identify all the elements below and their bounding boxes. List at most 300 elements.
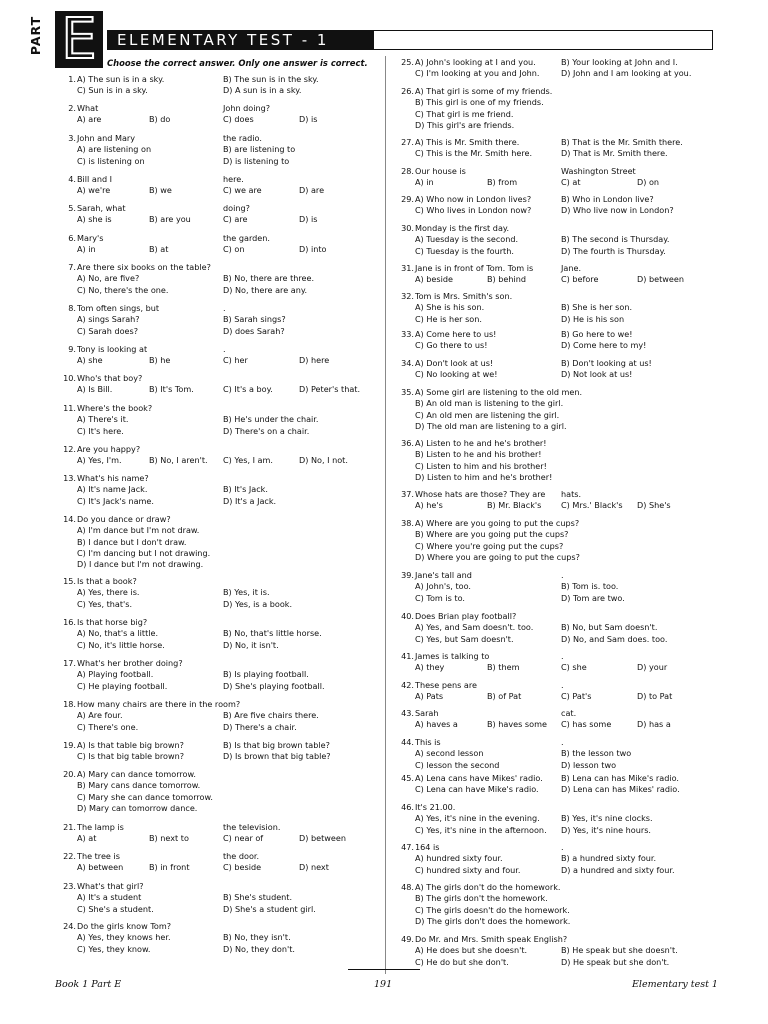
answer-option: A) He does but she doesn't. [415, 945, 528, 956]
question-text: What's his name? [77, 473, 149, 483]
question-number: 8. [68, 303, 76, 313]
answer-option: D) between [299, 833, 346, 844]
answer-option: D) next [299, 862, 329, 873]
question-number: 23. [63, 881, 76, 891]
answer-option: B) Mary cans dance tomorrow. [77, 780, 201, 791]
answer-option: A) in [415, 177, 434, 188]
answer-option: C) Go there to us! [415, 340, 488, 351]
answer-option: D) into [299, 244, 327, 255]
answer-option: D) Peter's that. [299, 384, 361, 395]
answer-option: C) does [223, 114, 254, 125]
question-number: 3. [68, 133, 76, 143]
answer-option: B) Is that big brown table? [223, 740, 330, 750]
answer-option: A) Tuesday is the second. [415, 234, 519, 245]
part-label-text: PART [28, 15, 44, 56]
answer-option: C) It's Jack's name. [77, 495, 154, 506]
answer-option: C) hundred sixty and four. [415, 864, 521, 875]
question-number: 45. [401, 773, 414, 783]
question-text: Sarah [415, 708, 439, 718]
answer-option: D) Come here to my! [561, 340, 647, 351]
answer-option: B) The second is Thursday. [561, 234, 670, 245]
answer-option: B) at [149, 244, 169, 255]
question-text: . [561, 651, 564, 661]
answer-option: D) No, there are any. [223, 284, 308, 295]
question-number: 14. [63, 514, 76, 524]
answer-option: D) has a [637, 719, 671, 730]
question-text: What's that girl? [77, 881, 144, 891]
answer-option: C) Yes, it's nine in the afternoon. [415, 824, 547, 835]
answer-option: A) haves a [415, 719, 458, 730]
answer-option: A) are [77, 114, 102, 125]
answer-option: A) Yes, they knows her. [77, 932, 171, 943]
question-number: 46. [401, 802, 414, 812]
question-number: 39. [401, 570, 414, 580]
question-number: 33. [401, 329, 414, 339]
answer-option: C) Who lives in London now? [415, 205, 532, 216]
question-text: Are there six books on the table? [77, 262, 211, 272]
question-text: Washington Street [561, 166, 636, 176]
part-letter: E [61, 7, 97, 72]
answer-option: D) He is his son [561, 313, 625, 324]
question-text: Where's the book? [77, 403, 153, 413]
answer-option: C) He do but she don't. [415, 956, 509, 967]
answer-option: B) next to [149, 833, 189, 844]
answer-option: A) Don't look at us! [415, 358, 494, 368]
answer-option: A) Lena cans have Mikes' radio. [415, 773, 543, 783]
answer-option: B) I dance but I don't draw. [77, 536, 187, 547]
answer-option: B) It's Tom. [149, 384, 194, 395]
answer-option: D) No, I not. [299, 455, 348, 466]
question-text: the television. [223, 822, 281, 832]
answer-option: C) Yes, that's. [77, 598, 133, 609]
question-text: Jane. [561, 263, 582, 273]
answer-option: C) are [223, 214, 248, 225]
answer-option: B) It's Jack. [223, 484, 268, 495]
question-number: 5. [68, 203, 76, 213]
answer-option: B) Are five chairs there. [223, 710, 319, 721]
answer-option: D) are [299, 185, 325, 196]
question-text: Is that horse big? [77, 617, 148, 627]
answer-option: A) The sun is in a sky. [77, 74, 165, 84]
answer-option: A) It's name Jack. [77, 484, 148, 495]
answer-option: C) She's a student. [77, 903, 154, 914]
answer-option: B) No, there are three. [223, 273, 315, 284]
answer-option: C) Listen to him and his brother! [415, 460, 547, 471]
question-text: Do you dance or draw? [77, 514, 171, 524]
question-number: 12. [63, 444, 76, 454]
answer-option: D) No, it isn't. [223, 639, 279, 650]
question-text: cat. [561, 708, 577, 718]
answer-option: B) are you [149, 214, 191, 225]
answer-option: D) A sun is in a sky. [223, 85, 302, 96]
question-number: 7. [68, 262, 76, 272]
answer-option: D) is [299, 214, 318, 225]
answer-option: C) No looking at we! [415, 369, 498, 380]
question-number: 47. [401, 842, 414, 852]
answer-option: D) The old man are listening to a girl. [415, 420, 567, 431]
question-text: The tree is [77, 851, 120, 861]
answer-option: D) lesson two [561, 759, 617, 770]
answer-option: B) That is the Mr. Smith there. [561, 137, 683, 147]
question-text: hats. [561, 489, 582, 499]
answer-option: C) Where you're going put the cups? [415, 540, 564, 551]
part-label [30, 12, 52, 64]
answer-option: B) No, but Sam doesn't. [561, 622, 658, 633]
answer-option: D) between [637, 274, 684, 285]
answer-option: C) Sun is in a sky. [77, 85, 148, 96]
answer-option: A) are listening on [77, 144, 152, 155]
question-number: 49. [401, 934, 414, 944]
question-number: 36. [401, 438, 414, 448]
question-number: 29. [401, 194, 414, 204]
answer-option: A) second lesson [415, 748, 484, 759]
answer-option: B) Lena can has Mike's radio. [561, 773, 679, 783]
question-text: What [77, 103, 99, 113]
question-number: 19. [63, 740, 76, 750]
answer-option: A) John's looking at I and you. [415, 57, 536, 67]
question-text: Does Brian play football? [415, 611, 517, 621]
answer-option: C) beside [223, 862, 262, 873]
answer-option: C) He is her son. [415, 313, 482, 324]
question-text: John and Mary [77, 133, 136, 143]
answer-option: B) Your looking at John and I. [561, 57, 678, 67]
page-number: 191 [374, 979, 393, 990]
answer-option: C) I'm looking at you and John. [415, 68, 540, 79]
question-text: Is that a book? [77, 576, 137, 586]
question-number: 21. [63, 822, 76, 832]
footer-rule [348, 969, 420, 970]
question-text: the garden. [223, 233, 270, 243]
answer-option: A) he's [415, 500, 443, 511]
answer-option: B) Go here to we! [561, 329, 633, 339]
question-text: . [223, 303, 226, 313]
question-text: What's her brother doing? [77, 658, 183, 668]
instructions: Choose the correct answer. Only one answer is correct. [107, 58, 368, 68]
answer-option: D) on [637, 177, 660, 188]
answer-option: B) An old man is listening to the girl. [415, 398, 564, 409]
answer-option: A) Yes, and Sam doesn't. too. [415, 622, 534, 633]
title-bar-outline [373, 30, 713, 50]
answer-option: D) This girl's are friends. [415, 119, 515, 130]
answer-option: D) There's on a chair. [223, 425, 310, 436]
question-text: Sarah, what [77, 203, 126, 213]
answer-option: B) behind [487, 274, 527, 285]
part-letter-box [55, 7, 103, 72]
answer-option: C) Tom is to. [415, 592, 465, 603]
question-text: Jane is in front of Tom. Tom is [415, 263, 534, 273]
question-text: Tom is Mrs. Smith's son. [415, 291, 513, 301]
answer-option: C) Lena can have Mike's radio. [415, 784, 539, 795]
answer-option: A) at [77, 833, 97, 844]
question-number: 24. [63, 921, 76, 931]
answer-option: B) of Pat [487, 691, 522, 702]
answer-option: B) Don't looking at us! [561, 358, 652, 368]
answer-option: B) He speak but she doesn't. [561, 945, 678, 956]
question-number: 43. [401, 708, 414, 718]
question-number: 42. [401, 680, 414, 690]
question-number: 41. [401, 651, 414, 661]
answer-option: D) That is Mr. Smith there. [561, 148, 668, 159]
question-number: 25. [401, 57, 414, 67]
answer-option: A) she is [77, 214, 112, 225]
question-number: 2. [68, 103, 76, 113]
answer-option: B) She is her son. [561, 302, 633, 313]
answer-option: B) The girls don't the homework. [415, 893, 548, 904]
answer-option: A) Yes, there is. [77, 587, 140, 598]
answer-option: D) Is brown that big table? [223, 751, 331, 762]
question-number: 34. [401, 358, 414, 368]
question-text: Tom often sings, but [77, 303, 160, 313]
answer-option: D) Tom are two. [561, 592, 625, 603]
answer-option: C) There's one. [77, 721, 139, 732]
answer-option: B) Tom is. too. [561, 581, 619, 592]
question-text: 164 is [415, 842, 440, 852]
answer-option: C) This is the Mr. Smith here. [415, 148, 533, 159]
answer-option: D) does Sarah? [223, 325, 285, 336]
answer-option: C) Yes, but Sam doesn't. [415, 633, 514, 644]
question-text: Jane's tall and [415, 570, 472, 580]
answer-option: D) There's a chair. [223, 721, 297, 732]
question-number: 22. [63, 851, 76, 861]
answer-option: A) Is that table big brown? [77, 740, 184, 750]
answer-option: A) Pats [415, 691, 444, 702]
answer-option: C) The girls doesn't do the homework. [415, 904, 570, 915]
answer-option: B) we [149, 185, 172, 196]
answer-option: A) That girl is some of my friends. [415, 86, 553, 96]
answer-option: D) No, they don't. [223, 943, 295, 954]
answer-option: B) This girl is one of my friends. [415, 97, 544, 108]
answer-option: B) Mr. Black's [487, 500, 542, 511]
answer-option: B) Is playing football. [223, 669, 309, 680]
question-number: 30. [401, 223, 414, 233]
question-text: James is talking to [415, 651, 490, 661]
question-number: 13. [63, 473, 76, 483]
answer-option: C) No, there's the one. [77, 284, 169, 295]
answer-option: B) them [487, 662, 520, 673]
answer-option: B) are listening to [223, 144, 296, 155]
answer-option: D) Not look at us! [561, 369, 633, 380]
answer-option: A) Yes, I'm. [77, 455, 122, 466]
answer-option: D) I dance but I'm not drawing. [77, 559, 204, 570]
question-number: 1. [68, 74, 76, 84]
answer-option: B) haves some [487, 719, 547, 730]
answer-option: A) She is his son. [415, 302, 485, 313]
answer-option: C) has some [561, 719, 612, 730]
answer-option: C) He playing football. [77, 680, 168, 691]
answer-option: B) Sarah sings? [223, 314, 286, 325]
answer-option: C) her [223, 355, 248, 366]
answer-option: C) Yes, I am. [223, 455, 273, 466]
answer-option: B) Listen to he and his brother! [415, 449, 542, 460]
answer-option: C) An old men are listening the girl. [415, 409, 560, 420]
answer-option: C) at [561, 177, 581, 188]
question-text: Do the girls know Tom? [77, 921, 172, 931]
question-text: It's 21.00. [415, 802, 456, 812]
question-text: Whose hats are those? They are [415, 489, 546, 499]
footer-book-label: Book 1 Part E [55, 979, 122, 990]
answer-option: A) beside [415, 274, 453, 285]
answer-option: C) before [561, 274, 599, 285]
answer-option: B) the lesson two [561, 748, 632, 759]
question-number: 32. [401, 291, 414, 301]
answer-option: B) No, that's little horse. [223, 628, 322, 639]
answer-option: C) That girl is me friend. [415, 108, 514, 119]
answer-option: A) Is Bill. [77, 384, 113, 395]
answer-option: C) Sarah does? [77, 325, 139, 336]
answer-option: D) Mary can tomorrow dance. [77, 802, 198, 813]
answer-option: A) hundred sixty four. [415, 853, 503, 864]
answer-option: B) No, I aren't. [149, 455, 208, 466]
answer-option: C) Mary she can dance tomorrow. [77, 791, 213, 802]
answer-option: A) John's, too. [415, 581, 471, 592]
question-text: the radio. [223, 133, 262, 143]
answer-option: B) She's student. [223, 892, 293, 903]
answer-option: A) It's a student [77, 892, 142, 903]
answer-option: B) No, they isn't. [223, 932, 291, 943]
answer-option: A) she [77, 355, 103, 366]
question-text: This is [415, 737, 441, 747]
answer-option: A) No, are five? [77, 273, 140, 284]
answer-option: B) a hundred sixty four. [561, 853, 657, 864]
question-text: How many chairs are there in the room? [77, 699, 241, 709]
answer-option: B) The sun is in the sky. [223, 74, 319, 84]
question-text: doing? [223, 203, 250, 213]
question-text: the door. [223, 851, 260, 861]
answer-option: D) here [299, 355, 330, 366]
question-number: 31. [401, 263, 414, 273]
question-text: . [561, 570, 564, 580]
question-number: 18. [63, 699, 76, 709]
question-text: Who's that boy? [77, 373, 143, 383]
answer-option: D) John and I am looking at you. [561, 68, 692, 79]
question-text: Monday is the first day. [415, 223, 510, 233]
question-number: 15. [63, 576, 76, 586]
answer-option: A) Are four. [77, 710, 123, 721]
answer-option: C) lesson the second [415, 759, 500, 770]
question-number: 37. [401, 489, 414, 499]
answer-option: A) we're [77, 185, 111, 196]
answer-option: A) they [415, 662, 445, 673]
answer-option: A) Where are you going to put the cups? [415, 518, 580, 528]
answer-option: D) Lena can has Mikes' radio. [561, 784, 680, 795]
question-number: 48. [401, 882, 414, 892]
question-number: 35. [401, 387, 414, 397]
question-number: 38. [401, 518, 414, 528]
question-number: 16. [63, 617, 76, 627]
answer-option: B) in front [149, 862, 190, 873]
question-text: Tony is looking at [77, 344, 148, 354]
answer-option: C) Tuesday is the fourth. [415, 245, 514, 256]
answer-option: D) She's playing football. [223, 680, 325, 691]
answer-option: A) Listen to he and he's brother! [415, 438, 547, 448]
answer-option: D) It's a Jack. [223, 495, 277, 506]
answer-option: C) Is that big table brown? [77, 751, 185, 762]
question-number: 4. [68, 174, 76, 184]
answer-option: A) Yes, it's nine in the evening. [415, 813, 540, 824]
answer-option: C) she [561, 662, 587, 673]
column-divider [385, 56, 386, 974]
answer-option: B) Yes, it's nine clocks. [561, 813, 653, 824]
answer-option: B) Yes, it is. [223, 587, 270, 598]
answer-option: A) No, that's a little. [77, 628, 159, 639]
question-text: . [561, 737, 564, 747]
answer-option: D) The girls don't does the homework. [415, 915, 571, 926]
answer-option: C) Yes, they know. [77, 943, 151, 954]
answer-option: C) is listening on [77, 155, 145, 166]
answer-option: C) No, it's little horse. [77, 639, 165, 650]
answer-option: D) Yes, it's nine hours. [561, 824, 651, 835]
answer-option: C) we are [223, 185, 262, 196]
answer-option: B) Who in London live? [561, 194, 654, 204]
question-text: Mary's [77, 233, 104, 243]
answer-option: C) on [223, 244, 245, 255]
answer-option: C) near of [223, 833, 264, 844]
question-text: Our house is [415, 166, 466, 176]
question-number: 44. [401, 737, 414, 747]
answer-option: D) is [299, 114, 318, 125]
question-number: 27. [401, 137, 414, 147]
answer-option: D) She's [637, 500, 671, 511]
question-number: 9. [68, 344, 76, 354]
answer-option: D) to Pat [637, 691, 673, 702]
question-number: 17. [63, 658, 76, 668]
answer-option: A) This is Mr. Smith there. [415, 137, 520, 147]
question-number: 40. [401, 611, 414, 621]
answer-option: C) Pat's [561, 691, 592, 702]
answer-option: B) from [487, 177, 518, 188]
answer-option: D) a hundred and sixty four. [561, 864, 675, 875]
question-text: . [561, 842, 564, 852]
question-text: Are you happy? [77, 444, 141, 454]
question-text: . [561, 680, 564, 690]
test-title: ELEMENTARY TEST - 1 [107, 30, 373, 50]
answer-option: C) I'm dancing but I not drawing. [77, 547, 211, 558]
answer-option: A) There's it. [77, 414, 129, 425]
answer-option: A) The girls don't do the homework. [415, 882, 561, 892]
answer-option: B) he [149, 355, 171, 366]
footer-test-label: Elementary test 1 [632, 979, 718, 990]
question-text: These pens are [415, 680, 477, 690]
answer-option: D) No, and Sam does. too. [561, 633, 668, 644]
answer-option: A) Some girl are listening to the old men. [415, 387, 583, 397]
answer-option: D) Yes, is a book. [223, 598, 293, 609]
answer-option: A) I'm dance but I'm not draw. [77, 525, 200, 536]
answer-option: C) It's a boy. [223, 384, 273, 395]
question-text: . [223, 344, 226, 354]
question-text: John doing? [223, 103, 271, 113]
answer-option: A) Who now in London lives? [415, 194, 532, 204]
question-text: here. [223, 174, 244, 184]
answer-option: A) in [77, 244, 96, 255]
answer-option: A) between [77, 862, 124, 873]
answer-option: D) Listen to him and he's brother! [415, 471, 553, 482]
answer-option: A) Mary can dance tomorrow. [77, 769, 196, 779]
answer-option: D) He speak but she don't. [561, 956, 670, 967]
answer-option: B) He's under the chair. [223, 414, 319, 425]
answer-option: C) It's here. [77, 425, 124, 436]
answer-option: C) Mrs.' Black's [561, 500, 623, 511]
answer-option: D) your [637, 662, 668, 673]
question-text: The lamp is [77, 822, 124, 832]
question-text: Do Mr. and Mrs. Smith speak English? [415, 934, 568, 944]
question-number: 11. [63, 403, 76, 413]
question-number: 26. [401, 86, 414, 96]
question-number: 10. [63, 373, 76, 383]
answer-option: A) Playing football. [77, 669, 154, 680]
question-number: 6. [68, 233, 76, 243]
answer-option: D) The fourth is Thursday. [561, 245, 666, 256]
question-number: 20. [63, 769, 76, 779]
